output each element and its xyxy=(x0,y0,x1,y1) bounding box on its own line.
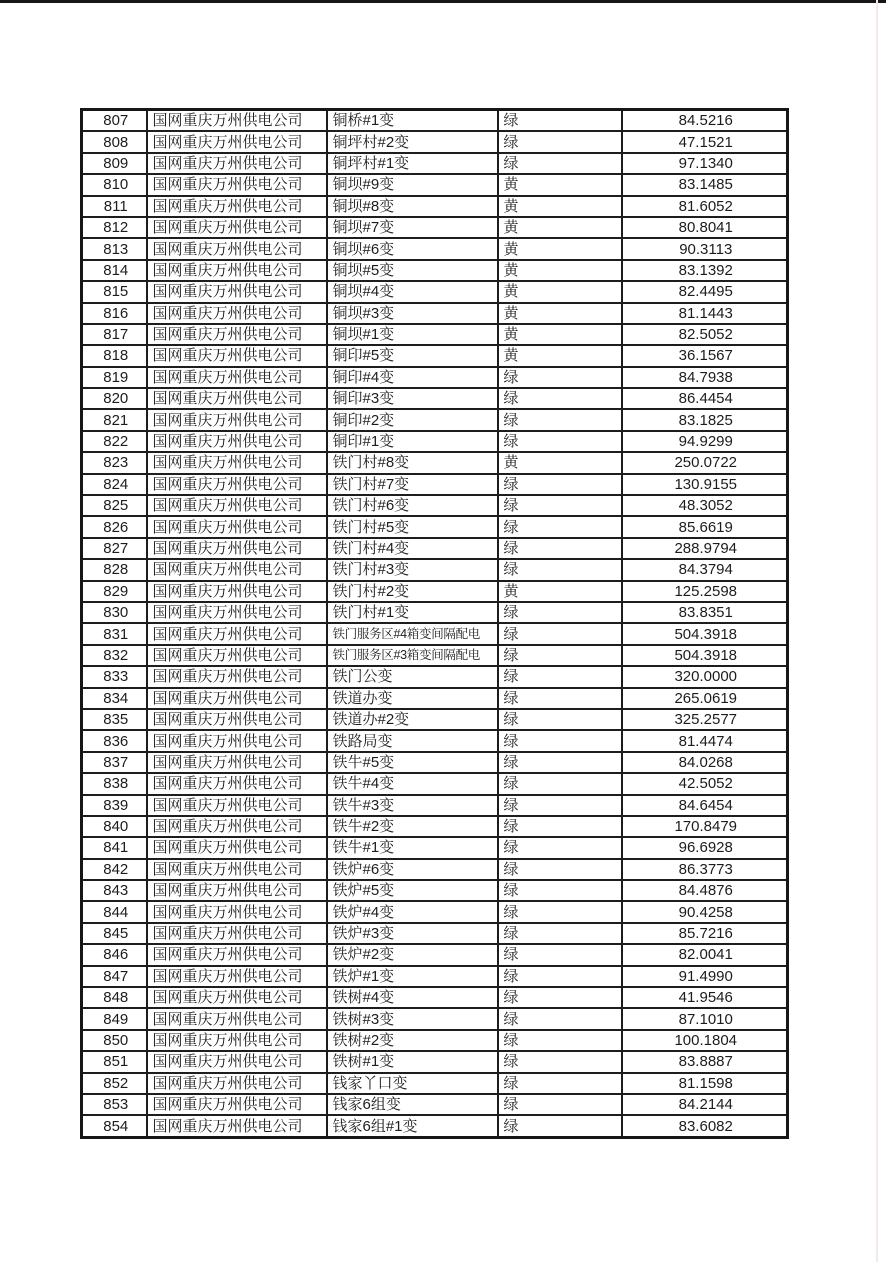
status-cell: 绿 xyxy=(498,837,622,858)
status-cell: 绿 xyxy=(498,880,622,901)
row-number-cell: 816 xyxy=(82,303,147,324)
value-cell: 325.2577 xyxy=(622,709,788,730)
value-cell: 91.4990 xyxy=(622,966,788,987)
station-name-cell: 铁门村#4变 xyxy=(327,538,498,559)
table-row xyxy=(82,217,788,238)
company-cell: 国网重庆万州供电公司 xyxy=(147,688,327,709)
company-cell: 国网重庆万州供电公司 xyxy=(147,131,327,152)
station-name-cell: 铁门公变 xyxy=(327,666,498,687)
status-cell: 黄 xyxy=(498,452,622,473)
table-row xyxy=(82,324,788,345)
station-name-cell: 铁路局变 xyxy=(327,730,498,751)
value-cell: 48.3052 xyxy=(622,495,788,516)
status-cell: 黄 xyxy=(498,174,622,195)
row-number-cell: 833 xyxy=(82,666,147,687)
station-name-cell: 铁门村#1变 xyxy=(327,602,498,623)
status-cell: 绿 xyxy=(498,688,622,709)
status-cell: 绿 xyxy=(498,153,622,174)
company-cell: 国网重庆万州供电公司 xyxy=(147,859,327,880)
value-cell: 36.1567 xyxy=(622,345,788,366)
station-name-cell: 铁炉#5变 xyxy=(327,880,498,901)
station-name-cell: 铁树#3变 xyxy=(327,1008,498,1029)
status-cell: 绿 xyxy=(498,752,622,773)
station-name-cell: 铁炉#1变 xyxy=(327,966,498,987)
row-number-cell: 814 xyxy=(82,260,147,281)
company-cell: 国网重庆万州供电公司 xyxy=(147,730,327,751)
status-cell: 绿 xyxy=(498,923,622,944)
company-cell: 国网重庆万州供电公司 xyxy=(147,409,327,430)
row-number-cell: 851 xyxy=(82,1051,147,1072)
status-cell: 黄 xyxy=(498,324,622,345)
value-cell: 42.5052 xyxy=(622,773,788,794)
status-cell: 绿 xyxy=(498,966,622,987)
status-cell: 绿 xyxy=(498,623,622,644)
value-cell: 82.0041 xyxy=(622,944,788,965)
row-number-cell: 830 xyxy=(82,602,147,623)
station-name-cell: 铁门村#7变 xyxy=(327,474,498,495)
status-cell: 绿 xyxy=(498,1094,622,1115)
row-number-cell: 832 xyxy=(82,645,147,666)
company-cell: 国网重庆万州供电公司 xyxy=(147,324,327,345)
row-number-cell: 834 xyxy=(82,688,147,709)
station-name-cell: 铁树#2变 xyxy=(327,1030,498,1051)
company-cell: 国网重庆万州供电公司 xyxy=(147,623,327,644)
value-cell: 84.5216 xyxy=(622,110,788,132)
table-row xyxy=(82,816,788,837)
table-row xyxy=(82,645,788,666)
station-name-cell: 铁门村#2变 xyxy=(327,581,498,602)
table-row xyxy=(82,345,788,366)
station-name-cell: 铜桥#1变 xyxy=(327,110,498,132)
table-row xyxy=(82,388,788,409)
table-row xyxy=(82,602,788,623)
row-number-cell: 817 xyxy=(82,324,147,345)
table-row xyxy=(82,1051,788,1072)
company-cell: 国网重庆万州供电公司 xyxy=(147,281,327,302)
station-name-cell: 铜坝#6变 xyxy=(327,238,498,259)
status-cell: 绿 xyxy=(498,709,622,730)
value-cell: 83.1485 xyxy=(622,174,788,195)
row-number-cell: 812 xyxy=(82,217,147,238)
station-name-cell: 铜坝#1变 xyxy=(327,324,498,345)
company-cell: 国网重庆万州供电公司 xyxy=(147,795,327,816)
station-name-cell: 钱家6组#1变 xyxy=(327,1115,498,1137)
value-cell: 320.0000 xyxy=(622,666,788,687)
status-cell: 绿 xyxy=(498,645,622,666)
row-number-cell: 824 xyxy=(82,474,147,495)
value-cell: 288.9794 xyxy=(622,538,788,559)
row-number-cell: 809 xyxy=(82,153,147,174)
table-row xyxy=(82,581,788,602)
value-cell: 86.3773 xyxy=(622,859,788,880)
value-cell: 81.1598 xyxy=(622,1073,788,1094)
table-row xyxy=(82,1115,788,1137)
row-number-cell: 821 xyxy=(82,409,147,430)
status-cell: 绿 xyxy=(498,110,622,132)
table-row xyxy=(82,495,788,516)
row-number-cell: 815 xyxy=(82,281,147,302)
station-name-cell: 铁牛#3变 xyxy=(327,795,498,816)
value-cell: 97.1340 xyxy=(622,153,788,174)
company-cell: 国网重庆万州供电公司 xyxy=(147,923,327,944)
status-cell: 绿 xyxy=(498,816,622,837)
company-cell: 国网重庆万州供电公司 xyxy=(147,1030,327,1051)
station-name-cell: 铜坝#3变 xyxy=(327,303,498,324)
value-cell: 82.4495 xyxy=(622,281,788,302)
row-number-cell: 827 xyxy=(82,538,147,559)
row-number-cell: 810 xyxy=(82,174,147,195)
value-cell: 96.6928 xyxy=(622,837,788,858)
value-cell: 87.1010 xyxy=(622,1008,788,1029)
company-cell: 国网重庆万州供电公司 xyxy=(147,1073,327,1094)
table-row xyxy=(82,110,788,132)
company-cell: 国网重庆万州供电公司 xyxy=(147,367,327,388)
company-cell: 国网重庆万州供电公司 xyxy=(147,431,327,452)
status-cell: 黄 xyxy=(498,196,622,217)
status-cell: 绿 xyxy=(498,1008,622,1029)
status-cell: 黄 xyxy=(498,345,622,366)
company-cell: 国网重庆万州供电公司 xyxy=(147,303,327,324)
station-name-cell: 铜印#1变 xyxy=(327,431,498,452)
company-cell: 国网重庆万州供电公司 xyxy=(147,773,327,794)
row-number-cell: 836 xyxy=(82,730,147,751)
value-cell: 90.3113 xyxy=(622,238,788,259)
value-cell: 41.9546 xyxy=(622,987,788,1008)
status-cell: 绿 xyxy=(498,1030,622,1051)
value-cell: 81.4474 xyxy=(622,730,788,751)
company-cell: 国网重庆万州供电公司 xyxy=(147,110,327,132)
value-cell: 265.0619 xyxy=(622,688,788,709)
company-cell: 国网重庆万州供电公司 xyxy=(147,1008,327,1029)
row-number-cell: 825 xyxy=(82,495,147,516)
row-number-cell: 846 xyxy=(82,944,147,965)
status-cell: 绿 xyxy=(498,131,622,152)
row-number-cell: 853 xyxy=(82,1094,147,1115)
table-row xyxy=(82,730,788,751)
table-row xyxy=(82,966,788,987)
table-row xyxy=(82,987,788,1008)
station-name-cell: 铁道办#2变 xyxy=(327,709,498,730)
row-number-cell: 819 xyxy=(82,367,147,388)
row-number-cell: 839 xyxy=(82,795,147,816)
status-cell: 绿 xyxy=(498,730,622,751)
status-cell: 绿 xyxy=(498,516,622,537)
company-cell: 国网重庆万州供电公司 xyxy=(147,474,327,495)
table-row xyxy=(82,174,788,195)
row-number-cell: 826 xyxy=(82,516,147,537)
station-name-cell: 铜坝#7变 xyxy=(327,217,498,238)
table-row xyxy=(82,1030,788,1051)
company-cell: 国网重庆万州供电公司 xyxy=(147,174,327,195)
company-cell: 国网重庆万州供电公司 xyxy=(147,987,327,1008)
row-number-cell: 831 xyxy=(82,623,147,644)
status-cell: 绿 xyxy=(498,859,622,880)
value-cell: 47.1521 xyxy=(622,131,788,152)
station-name-cell: 铜坝#4变 xyxy=(327,281,498,302)
company-cell: 国网重庆万州供电公司 xyxy=(147,901,327,922)
status-cell: 绿 xyxy=(498,944,622,965)
company-cell: 国网重庆万州供电公司 xyxy=(147,238,327,259)
table-row xyxy=(82,281,788,302)
status-cell: 黄 xyxy=(498,581,622,602)
table-row xyxy=(82,688,788,709)
row-number-cell: 849 xyxy=(82,1008,147,1029)
value-cell: 84.6454 xyxy=(622,795,788,816)
table-row xyxy=(82,623,788,644)
company-cell: 国网重庆万州供电公司 xyxy=(147,602,327,623)
company-cell: 国网重庆万州供电公司 xyxy=(147,666,327,687)
table-row xyxy=(82,795,788,816)
row-number-cell: 852 xyxy=(82,1073,147,1094)
company-cell: 国网重庆万州供电公司 xyxy=(147,452,327,473)
table-row xyxy=(82,1008,788,1029)
value-cell: 81.6052 xyxy=(622,196,788,217)
table-row xyxy=(82,367,788,388)
company-cell: 国网重庆万州供电公司 xyxy=(147,966,327,987)
page-top-rule xyxy=(0,0,886,3)
status-cell: 绿 xyxy=(498,602,622,623)
company-cell: 国网重庆万州供电公司 xyxy=(147,559,327,580)
station-name-cell: 铁炉#4变 xyxy=(327,901,498,922)
value-cell: 130.9155 xyxy=(622,474,788,495)
row-number-cell: 813 xyxy=(82,238,147,259)
value-cell: 90.4258 xyxy=(622,901,788,922)
row-number-cell: 838 xyxy=(82,773,147,794)
status-cell: 绿 xyxy=(498,559,622,580)
company-cell: 国网重庆万州供电公司 xyxy=(147,944,327,965)
table-row xyxy=(82,559,788,580)
value-cell: 94.9299 xyxy=(622,431,788,452)
transformer-data-table xyxy=(80,108,789,1139)
status-cell: 绿 xyxy=(498,388,622,409)
table-row xyxy=(82,303,788,324)
station-name-cell: 钱家丫口变 xyxy=(327,1073,498,1094)
value-cell: 84.0268 xyxy=(622,752,788,773)
row-number-cell: 837 xyxy=(82,752,147,773)
station-name-cell: 铁门村#3变 xyxy=(327,559,498,580)
table-row xyxy=(82,1073,788,1094)
company-cell: 国网重庆万州供电公司 xyxy=(147,388,327,409)
row-number-cell: 823 xyxy=(82,452,147,473)
station-name-cell: 铜印#5变 xyxy=(327,345,498,366)
status-cell: 绿 xyxy=(498,474,622,495)
table-row xyxy=(82,773,788,794)
row-number-cell: 807 xyxy=(82,110,147,132)
company-cell: 国网重庆万州供电公司 xyxy=(147,217,327,238)
table-row xyxy=(82,709,788,730)
table-row xyxy=(82,452,788,473)
status-cell: 绿 xyxy=(498,1051,622,1072)
row-number-cell: 840 xyxy=(82,816,147,837)
station-name-cell: 铁门服务区#4箱变间隔配电 xyxy=(327,623,498,644)
status-cell: 绿 xyxy=(498,367,622,388)
row-number-cell: 829 xyxy=(82,581,147,602)
station-name-cell: 铜坝#9变 xyxy=(327,174,498,195)
value-cell: 86.4454 xyxy=(622,388,788,409)
status-cell: 黄 xyxy=(498,260,622,281)
value-cell: 84.7938 xyxy=(622,367,788,388)
status-cell: 黄 xyxy=(498,303,622,324)
scan-page-edge xyxy=(876,0,878,1262)
company-cell: 国网重庆万州供电公司 xyxy=(147,1051,327,1072)
status-cell: 绿 xyxy=(498,1115,622,1137)
value-cell: 125.2598 xyxy=(622,581,788,602)
value-cell: 83.8887 xyxy=(622,1051,788,1072)
value-cell: 85.6619 xyxy=(622,516,788,537)
row-number-cell: 818 xyxy=(82,345,147,366)
row-number-cell: 850 xyxy=(82,1030,147,1051)
station-name-cell: 铁牛#5变 xyxy=(327,752,498,773)
value-cell: 83.1392 xyxy=(622,260,788,281)
row-number-cell: 822 xyxy=(82,431,147,452)
station-name-cell: 铁炉#6变 xyxy=(327,859,498,880)
table-row xyxy=(82,666,788,687)
company-cell: 国网重庆万州供电公司 xyxy=(147,837,327,858)
table-row xyxy=(82,131,788,152)
row-number-cell: 828 xyxy=(82,559,147,580)
row-number-cell: 842 xyxy=(82,859,147,880)
row-number-cell: 848 xyxy=(82,987,147,1008)
table-row xyxy=(82,859,788,880)
status-cell: 黄 xyxy=(498,238,622,259)
value-cell: 83.8351 xyxy=(622,602,788,623)
station-name-cell: 铁牛#4变 xyxy=(327,773,498,794)
company-cell: 国网重庆万州供电公司 xyxy=(147,495,327,516)
table-row xyxy=(82,837,788,858)
station-name-cell: 铁门服务区#3箱变间隔配电 xyxy=(327,645,498,666)
station-name-cell: 铁炉#2变 xyxy=(327,944,498,965)
value-cell: 84.4876 xyxy=(622,880,788,901)
status-cell: 绿 xyxy=(498,901,622,922)
value-cell: 84.3794 xyxy=(622,559,788,580)
station-name-cell: 铁牛#1变 xyxy=(327,837,498,858)
row-number-cell: 843 xyxy=(82,880,147,901)
table-row xyxy=(82,880,788,901)
table-row xyxy=(82,901,788,922)
status-cell: 绿 xyxy=(498,987,622,1008)
table-row xyxy=(82,196,788,217)
value-cell: 80.8041 xyxy=(622,217,788,238)
table-row xyxy=(82,409,788,430)
table-body xyxy=(82,110,788,1138)
station-name-cell: 铜印#2变 xyxy=(327,409,498,430)
row-number-cell: 811 xyxy=(82,196,147,217)
station-name-cell: 铜坪村#1变 xyxy=(327,153,498,174)
status-cell: 绿 xyxy=(498,1073,622,1094)
station-name-cell: 铁门村#8变 xyxy=(327,452,498,473)
status-cell: 黄 xyxy=(498,217,622,238)
row-number-cell: 841 xyxy=(82,837,147,858)
company-cell: 国网重庆万州供电公司 xyxy=(147,752,327,773)
station-name-cell: 铁树#1变 xyxy=(327,1051,498,1072)
company-cell: 国网重庆万州供电公司 xyxy=(147,538,327,559)
station-name-cell: 铁牛#2变 xyxy=(327,816,498,837)
station-name-cell: 铁门村#6变 xyxy=(327,495,498,516)
value-cell: 250.0722 xyxy=(622,452,788,473)
company-cell: 国网重庆万州供电公司 xyxy=(147,880,327,901)
company-cell: 国网重庆万州供电公司 xyxy=(147,260,327,281)
company-cell: 国网重庆万州供电公司 xyxy=(147,581,327,602)
row-number-cell: 844 xyxy=(82,901,147,922)
value-cell: 82.5052 xyxy=(622,324,788,345)
table-row xyxy=(82,538,788,559)
table-row xyxy=(82,752,788,773)
status-cell: 黄 xyxy=(498,281,622,302)
value-cell: 170.8479 xyxy=(622,816,788,837)
company-cell: 国网重庆万州供电公司 xyxy=(147,196,327,217)
company-cell: 国网重庆万州供电公司 xyxy=(147,709,327,730)
company-cell: 国网重庆万州供电公司 xyxy=(147,816,327,837)
company-cell: 国网重庆万州供电公司 xyxy=(147,153,327,174)
value-cell: 504.3918 xyxy=(622,623,788,644)
station-name-cell: 铁道办变 xyxy=(327,688,498,709)
table-row xyxy=(82,944,788,965)
status-cell: 绿 xyxy=(498,538,622,559)
status-cell: 绿 xyxy=(498,795,622,816)
status-cell: 绿 xyxy=(498,431,622,452)
value-cell: 81.1443 xyxy=(622,303,788,324)
table-row xyxy=(82,260,788,281)
station-name-cell: 铁炉#3变 xyxy=(327,923,498,944)
row-number-cell: 820 xyxy=(82,388,147,409)
station-name-cell: 铜坝#5变 xyxy=(327,260,498,281)
value-cell: 83.6082 xyxy=(622,1115,788,1137)
station-name-cell: 铜坝#8变 xyxy=(327,196,498,217)
status-cell: 绿 xyxy=(498,773,622,794)
table-row xyxy=(82,431,788,452)
value-cell: 504.3918 xyxy=(622,645,788,666)
value-cell: 100.1804 xyxy=(622,1030,788,1051)
row-number-cell: 835 xyxy=(82,709,147,730)
row-number-cell: 845 xyxy=(82,923,147,944)
value-cell: 84.2144 xyxy=(622,1094,788,1115)
table-row xyxy=(82,238,788,259)
station-name-cell: 铜坪村#2变 xyxy=(327,131,498,152)
station-name-cell: 铜印#4变 xyxy=(327,367,498,388)
table-row xyxy=(82,516,788,537)
table-row xyxy=(82,153,788,174)
station-name-cell: 铜印#3变 xyxy=(327,388,498,409)
company-cell: 国网重庆万州供电公司 xyxy=(147,645,327,666)
status-cell: 绿 xyxy=(498,495,622,516)
station-name-cell: 铁门村#5变 xyxy=(327,516,498,537)
table-row xyxy=(82,1094,788,1115)
company-cell: 国网重庆万州供电公司 xyxy=(147,1115,327,1137)
status-cell: 绿 xyxy=(498,666,622,687)
company-cell: 国网重庆万州供电公司 xyxy=(147,345,327,366)
status-cell: 绿 xyxy=(498,409,622,430)
row-number-cell: 808 xyxy=(82,131,147,152)
table-row xyxy=(82,474,788,495)
station-name-cell: 钱家6组变 xyxy=(327,1094,498,1115)
row-number-cell: 847 xyxy=(82,966,147,987)
value-cell: 85.7216 xyxy=(622,923,788,944)
company-cell: 国网重庆万州供电公司 xyxy=(147,516,327,537)
value-cell: 83.1825 xyxy=(622,409,788,430)
row-number-cell: 854 xyxy=(82,1115,147,1137)
table-row xyxy=(82,923,788,944)
company-cell: 国网重庆万州供电公司 xyxy=(147,1094,327,1115)
station-name-cell: 铁树#4变 xyxy=(327,987,498,1008)
